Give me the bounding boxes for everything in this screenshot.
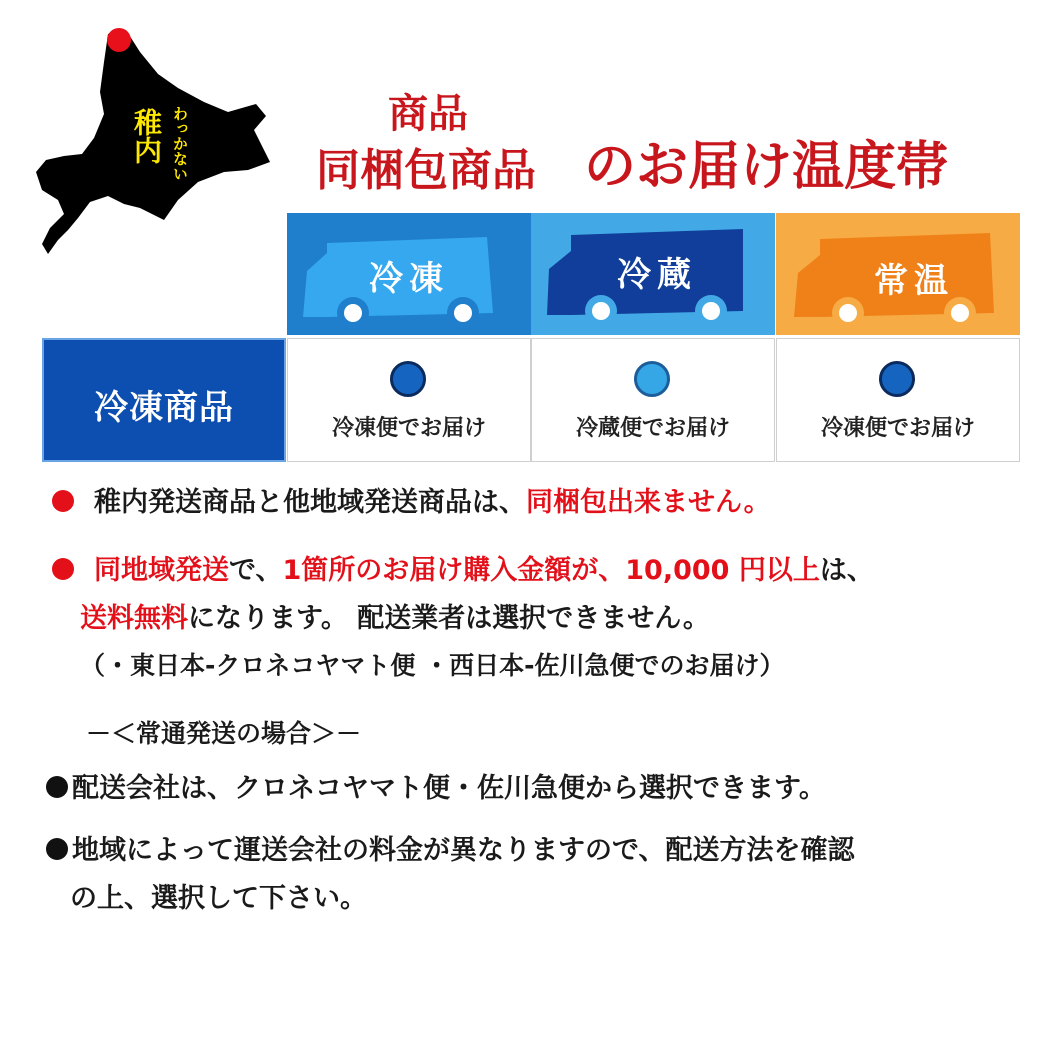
section-title: －＜常通発送の場合＞－ — [86, 719, 362, 748]
bullet-2-line-2: の上、選択して下さい。 — [70, 883, 367, 914]
note-2-emphasis-2: 1箇所のお届け購入金額が、10,000 円以上 — [282, 555, 820, 586]
cell-chilled — [531, 338, 775, 462]
note-2-line-1 — [52, 548, 874, 587]
bullet-1 — [46, 766, 826, 805]
truck-frozen-label: 冷凍 — [369, 259, 449, 299]
truck-chilled-label: 冷蔵 — [617, 255, 697, 295]
bullet-2-line-1 — [46, 828, 854, 867]
hokkaido-map — [28, 22, 278, 262]
note-2-parenthetical: （・東日本-クロネコヤマト便 ・西日本-佐川急便でのお届け） — [80, 651, 785, 680]
note-2-line-2 — [80, 596, 710, 635]
row-header-label: 冷凍商品 — [94, 388, 234, 428]
note-2-text-2: は、 — [819, 555, 874, 586]
red-bullet-icon — [52, 490, 74, 512]
status-dot — [390, 361, 426, 397]
black-bullet-icon — [46, 776, 68, 798]
title-line-2: 同梱包商品 — [316, 145, 536, 196]
red-bullet-icon — [52, 558, 74, 580]
cell-text: 冷凍便でお届け — [331, 416, 486, 441]
cell-frozen — [287, 338, 531, 462]
title-line-1: 商品 — [388, 90, 468, 137]
note-2-emphasis-3: 送料無料 — [80, 603, 188, 634]
black-bullet-icon — [46, 838, 68, 860]
truck-frozen — [287, 213, 531, 335]
row-header-frozen-products — [42, 338, 286, 462]
status-dot — [879, 361, 915, 397]
cell-text: 冷凍便でお届け — [820, 416, 975, 441]
wakkanai-label: 稚内 — [130, 108, 163, 164]
status-dot — [634, 361, 670, 397]
note-2-text-1: で、 — [229, 555, 283, 586]
note-2-emphasis-1: 同地域発送 — [94, 555, 229, 586]
cell-ambient — [776, 338, 1020, 462]
truck-chilled — [531, 213, 775, 335]
wakkanai-tagline: わっかない — [171, 106, 189, 181]
truck-ambient-label: 常温 — [874, 261, 954, 301]
cell-text: 冷蔵便でお届け — [575, 416, 730, 441]
note-1 — [52, 480, 771, 519]
bullet-2-text: 地域によって運送会社の料金が異なりますので、配送方法を確認 — [72, 835, 855, 866]
bullet-1-text: 配送会社は、クロネコヤマト便・佐川急便から選択できます。 — [72, 773, 826, 804]
title-line-3: のお届け温度帯 — [584, 136, 949, 197]
truck-ambient — [776, 213, 1020, 335]
note-2-text-3: になります。 配送業者は選択できません。 — [188, 603, 710, 634]
note-1-emphasis: 同梱包出来ません。 — [526, 487, 771, 518]
note-1-text: 稚内発送商品と他地域発送商品は、 — [94, 487, 526, 518]
